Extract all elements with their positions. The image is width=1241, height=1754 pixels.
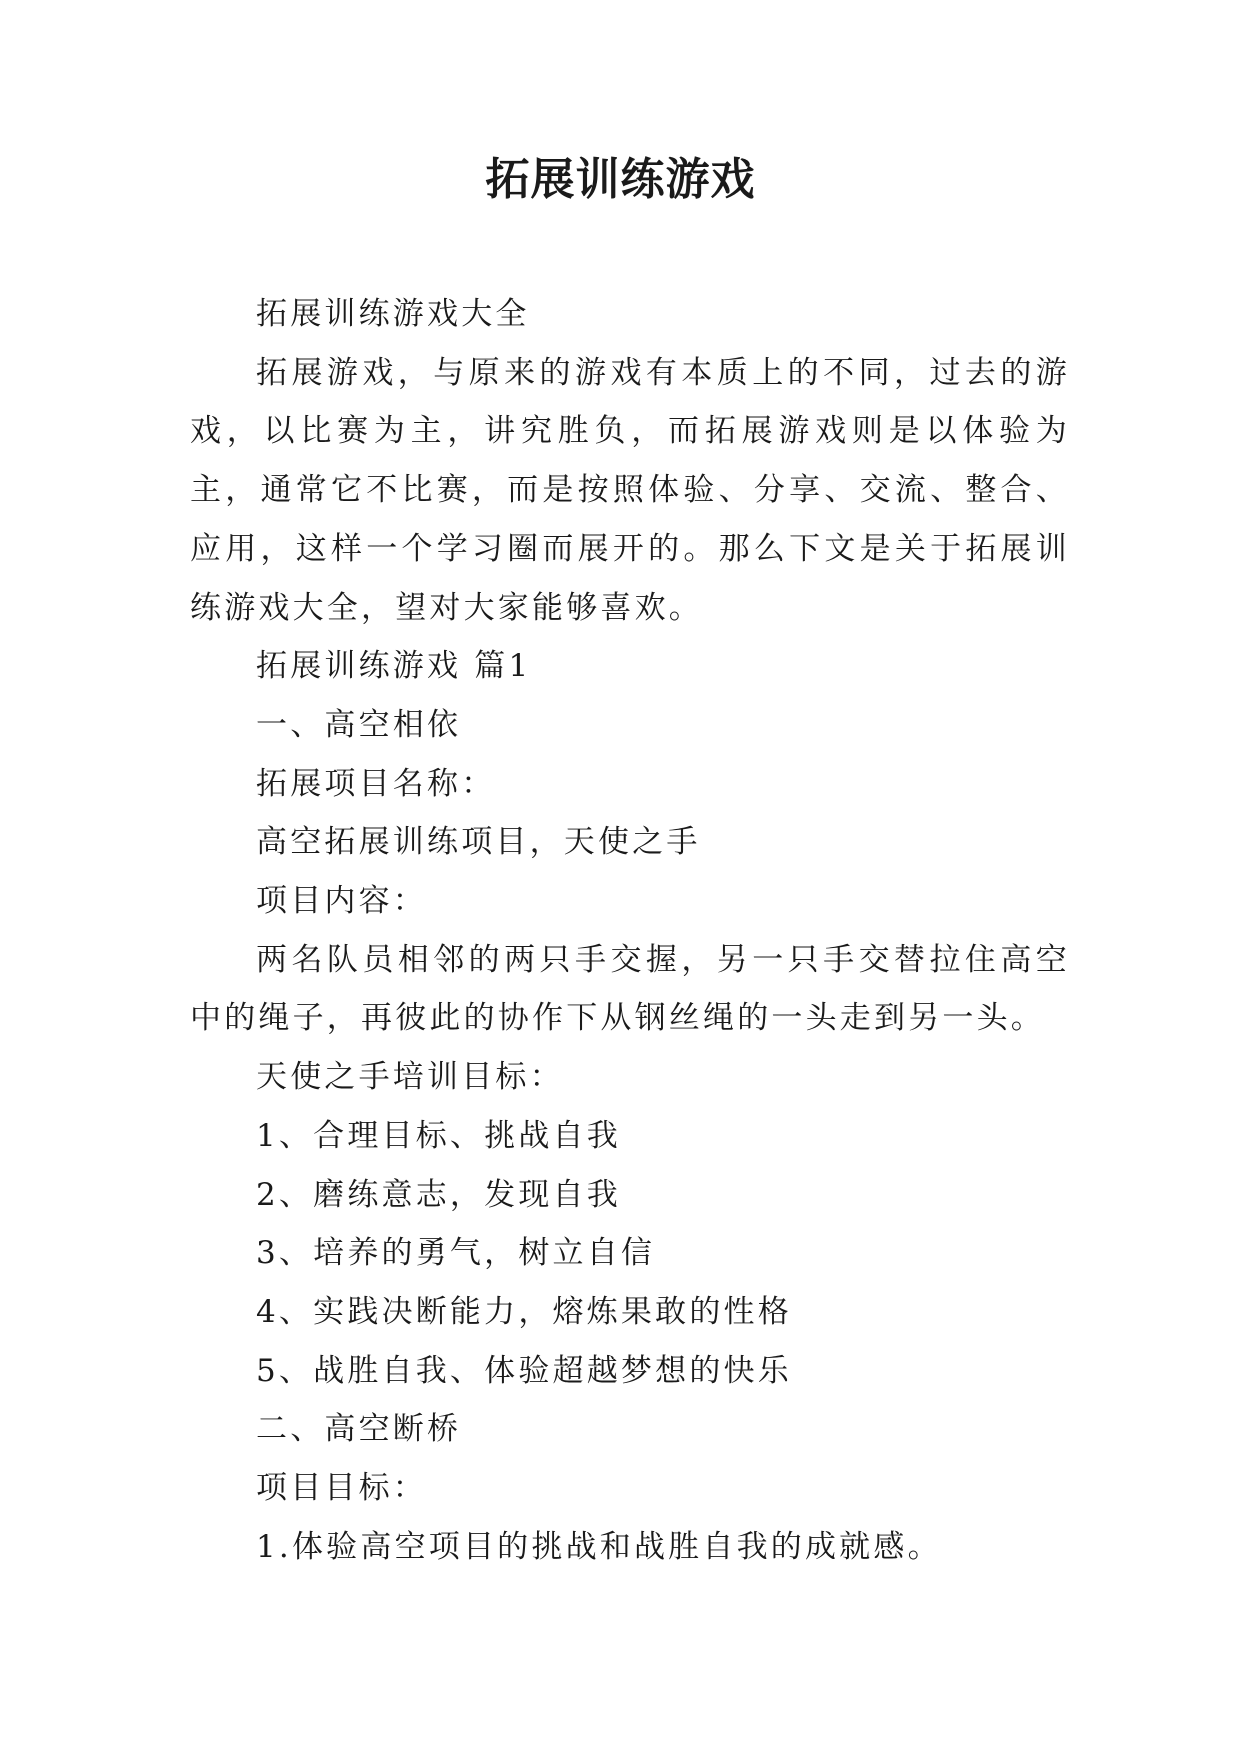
list-item: 3、培养的勇气，树立自信 bbox=[256, 1235, 656, 1272]
paragraph: 高空拓展训练项目，天使之手 bbox=[256, 824, 701, 861]
document-title: 拓展训练游戏 bbox=[485, 154, 756, 205]
paragraph: 一、高空相依 bbox=[256, 706, 462, 743]
paragraph: 拓展项目名称： bbox=[256, 765, 496, 802]
list-item: 1、合理目标、挑战自我 bbox=[256, 1117, 621, 1154]
list-item: 1.体验高空项目的挑战和战胜自我的成就感。 bbox=[256, 1528, 942, 1565]
paragraph: 项目内容： bbox=[256, 883, 427, 920]
document-body bbox=[190, 285, 1070, 1576]
paragraph: 拓展训练游戏大全 bbox=[256, 296, 530, 332]
list-item: 4、实践决断能力，熔炼果敢的性格 bbox=[256, 1293, 792, 1330]
paragraph: 拓展游戏，与原来的游戏有本质上的不同，过去的游戏，以比赛为主，讲究胜负，而拓展游戏则是以体验为主，通常它不比赛，而是按照体验、分享、交流、整合、应用，这样一个学习圈而展开的。那么下文是关于拓展训练游戏大全，望对大家能够喜欢。 bbox=[190, 354, 1070, 626]
paragraph: 天使之手培训目标： bbox=[256, 1059, 564, 1096]
paragraph: 项目目标： bbox=[256, 1470, 427, 1507]
list-item: 2、磨练意志，发现自我 bbox=[256, 1176, 621, 1213]
paragraph: 二、高空断桥 bbox=[256, 1411, 462, 1448]
paragraph: 两名队员相邻的两只手交握，另一只手交替拉住高空中的绳子，再彼此的协作下从钢丝绳的一头走到另一头。 bbox=[190, 941, 1070, 1037]
paragraph: 拓展训练游戏 篇1 bbox=[256, 648, 532, 685]
list-item: 5、战胜自我、体验超越梦想的快乐 bbox=[256, 1352, 792, 1389]
